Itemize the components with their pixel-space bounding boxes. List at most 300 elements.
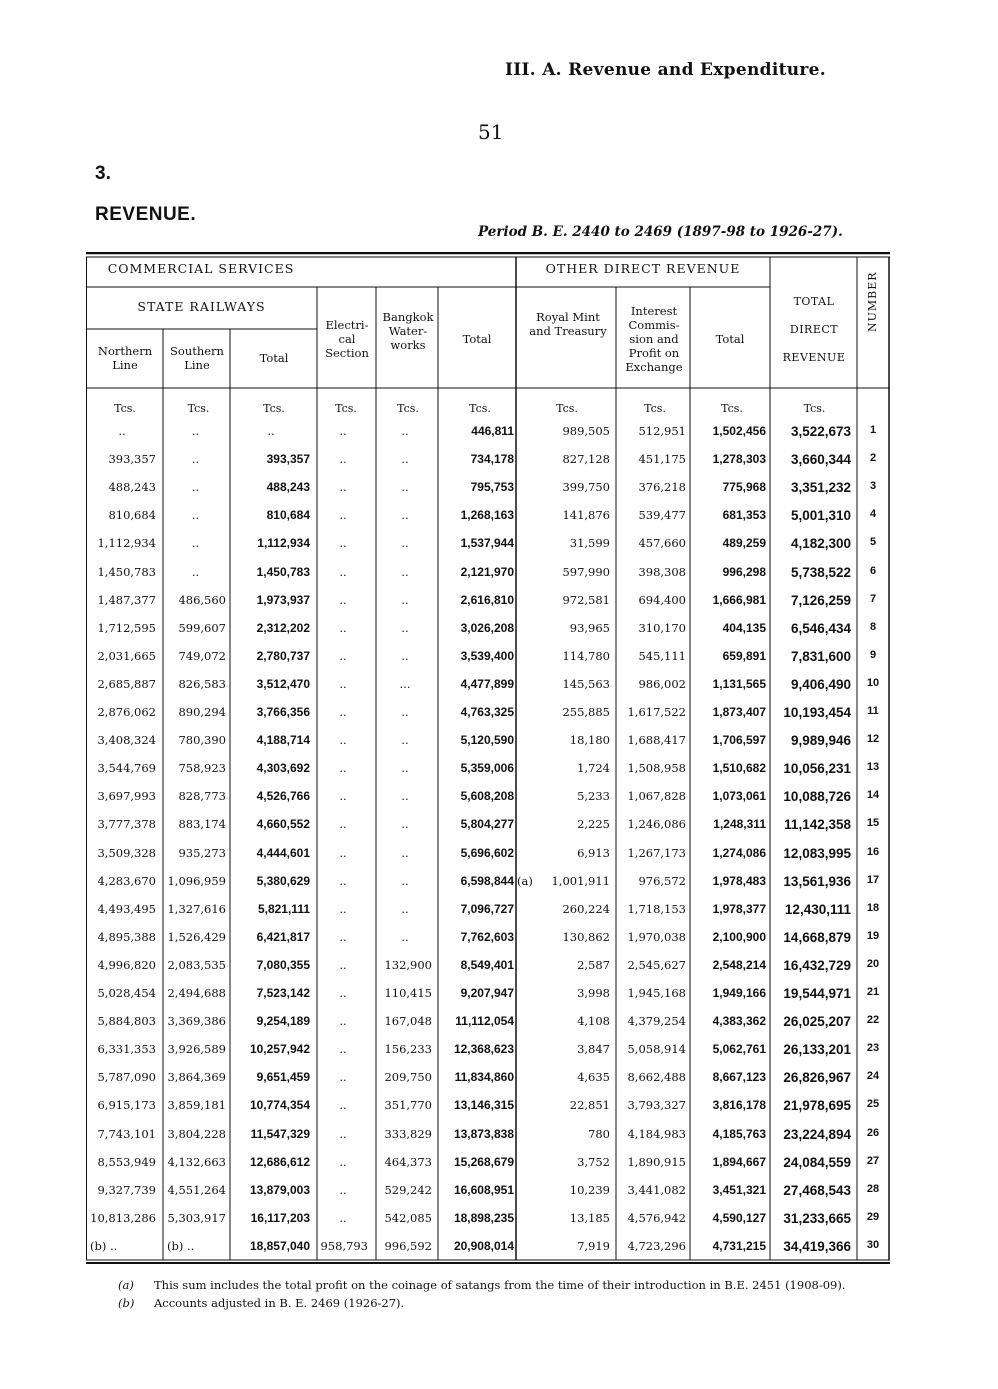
cell-other-total: 1,248,311 xyxy=(713,817,766,832)
cell-other-total: 1,274,086 xyxy=(712,845,766,860)
cell-railways-total: 13,879,003 xyxy=(249,1182,310,1197)
cell-interest-commission: 3,793,327 xyxy=(627,1098,686,1113)
cell-royal-mint: 3,752 xyxy=(577,1154,610,1169)
cell-southern-line: 883,174 xyxy=(178,817,226,832)
cell-royal-mint: 972,581 xyxy=(562,592,610,607)
cell-railways-total: 2,312,202 xyxy=(256,620,310,635)
cell-southern-line: 890,294 xyxy=(178,705,226,719)
cell-other-total: 659,891 xyxy=(722,648,766,663)
cell-total-direct-revenue: 10,056,231 xyxy=(783,761,851,777)
unit-northern-line: Tcs. xyxy=(114,402,136,415)
header-royal-mint: Royal Mint and Treasury xyxy=(529,310,607,338)
cell-northern-line: 6,915,173 xyxy=(97,1098,156,1113)
cell-total-direct-revenue: 31,233,665 xyxy=(783,1210,851,1226)
cell-commercial-total: 13,146,315 xyxy=(453,1098,514,1113)
cell-northern-line: 5,884,803 xyxy=(97,1014,156,1029)
cell-interest-commission: 310,170 xyxy=(638,620,686,635)
cell-railways-total: 2,780,737 xyxy=(256,648,310,663)
cell-northern-line: 4,895,388 xyxy=(97,929,156,944)
cell-railways-total: 393,357 xyxy=(266,452,310,467)
header-electrical-section: Electri- cal Section xyxy=(325,318,369,360)
cell-northern-line: 3,408,324 xyxy=(97,733,156,748)
cell-row-number: 19 xyxy=(866,929,880,942)
cell-royal-mint: 399,750 xyxy=(562,480,610,495)
cell-interest-commission: 1,508,958 xyxy=(627,761,686,776)
cell-bangkok-waterworks: .. xyxy=(401,789,409,804)
cell-bangkok-waterworks: 333,829 xyxy=(384,1126,432,1141)
cell-interest-commission: 5,058,914 xyxy=(627,1042,686,1057)
cell-row-number: 22 xyxy=(866,1014,880,1027)
cell-royal-mint: 597,990 xyxy=(562,564,610,579)
cell-bangkok-waterworks: .. xyxy=(401,648,409,663)
header-state-railways: STATE RAILWAYS xyxy=(137,299,266,314)
cell-row-number: 18 xyxy=(866,901,880,914)
cell-southern-line: 4,551,264 xyxy=(167,1182,226,1197)
cell-other-total: 404,135 xyxy=(722,620,766,635)
cell-royal-mint: 1,724 xyxy=(577,761,610,776)
cell-bangkok-waterworks: .. xyxy=(401,452,409,467)
cell-electrical-section: .. xyxy=(339,1042,347,1057)
cell-commercial-total: 5,804,277 xyxy=(460,817,514,832)
cell-commercial-total: 2,121,970 xyxy=(460,564,514,579)
cell-interest-commission: 451,175 xyxy=(638,452,686,467)
cell-row-number: 26 xyxy=(866,1126,880,1139)
cell-northern-line: 4,493,495 xyxy=(97,901,156,916)
cell-railways-total: 9,651,459 xyxy=(256,1070,310,1085)
cell-electrical-section: .. xyxy=(339,508,347,523)
revenue-table xyxy=(86,252,890,1264)
cell-electrical-section: .. xyxy=(339,452,347,467)
cell-railways-total: 12,686,612 xyxy=(249,1154,310,1169)
cell-northern-line: 2,031,665 xyxy=(97,648,156,663)
cell-electrical-section: .. xyxy=(339,845,347,860)
cell-other-total: 1,873,407 xyxy=(712,705,766,719)
cell-total-direct-revenue: 13,561,936 xyxy=(783,873,851,889)
cell-interest-commission: 976,572 xyxy=(638,873,686,888)
cell-southern-line: .. xyxy=(191,508,200,523)
cell-railways-total: 3,512,470 xyxy=(256,676,310,691)
cell-commercial-total: 18,898,235 xyxy=(453,1210,514,1225)
cell-interest-commission: 545,111 xyxy=(638,648,686,663)
cell-royal-mint: 4,108 xyxy=(577,1014,610,1029)
header-southern-line: Southern Line xyxy=(170,344,224,372)
cell-southern-line: 749,072 xyxy=(178,648,226,663)
cell-commercial-total: 7,096,727 xyxy=(460,901,514,916)
cell-southern-line: 3,804,228 xyxy=(167,1126,226,1141)
cell-electrical-section: .. xyxy=(339,1070,347,1085)
cell-royal-mint: 4,635 xyxy=(577,1070,610,1085)
cell-other-total: 1,706,597 xyxy=(712,733,766,748)
cell-commercial-total: 4,477,899 xyxy=(460,676,514,691)
cell-royal-mint: 6,913 xyxy=(577,845,610,860)
cell-interest-commission: 1,970,038 xyxy=(627,929,686,944)
cell-railways-total: 5,821,111 xyxy=(257,901,310,916)
cell-other-total: 1,666,981 xyxy=(712,592,766,607)
cell-bangkok-waterworks: 132,900 xyxy=(384,957,432,972)
cell-total-direct-revenue: 23,224,894 xyxy=(783,1126,851,1142)
cell-interest-commission: 694,400 xyxy=(638,592,686,607)
cell-commercial-total: 5,120,590 xyxy=(460,733,514,748)
cell-bangkok-waterworks: .. xyxy=(401,480,409,495)
cell-other-total: 1,978,483 xyxy=(712,873,766,888)
cell-commercial-total: 4,763,325 xyxy=(460,705,514,719)
cell-southern-line: 599,607 xyxy=(178,620,226,635)
cell-electrical-section: .. xyxy=(339,592,347,607)
cell-southern-line: .. xyxy=(191,536,200,551)
cell-row-number: 27 xyxy=(866,1154,880,1167)
cell-interest-commission: 512,951 xyxy=(638,424,686,438)
cell-bangkok-waterworks: ... xyxy=(399,676,411,691)
cell-row-number: 12 xyxy=(866,733,880,746)
cell-other-total: 1,894,667 xyxy=(712,1154,766,1169)
cell-electrical-section: .. xyxy=(339,1210,347,1225)
cell-commercial-total: 20,908,014 xyxy=(453,1238,514,1253)
cell-railways-total: 7,523,142 xyxy=(256,986,310,1000)
cell-bangkok-waterworks: .. xyxy=(401,845,409,860)
cell-electrical-section: .. xyxy=(339,536,347,551)
unit-southern-line: Tcs. xyxy=(187,402,210,415)
cell-northern-line: 5,787,090 xyxy=(97,1070,156,1085)
cell-bangkok-waterworks: .. xyxy=(401,733,409,748)
cell-other-total: 4,590,127 xyxy=(712,1210,766,1225)
cell-northern-line: 3,777,378 xyxy=(97,817,156,832)
cell-bangkok-waterworks: 542,085 xyxy=(384,1210,432,1225)
cell-interest-commission: 4,379,254 xyxy=(627,1014,686,1029)
cell-electrical-section: .. xyxy=(339,424,347,438)
cell-northern-line: 488,243 xyxy=(108,480,156,495)
cell-interest-commission: 4,723,296 xyxy=(627,1238,686,1253)
header-northern-line: Northern Line xyxy=(97,344,153,372)
cell-bangkok-waterworks: 209,750 xyxy=(384,1070,432,1085)
cell-electrical-section: .. xyxy=(339,1098,347,1113)
cell-commercial-total: 3,539,400 xyxy=(460,648,514,663)
cell-other-total: 4,383,362 xyxy=(712,1014,766,1029)
cell-bangkok-waterworks: .. xyxy=(401,817,409,832)
cell-royal-mint: 1,001,911 xyxy=(551,873,610,888)
cell-interest-commission: 2,545,627 xyxy=(627,957,686,972)
document-header: III. A. Revenue and Expenditure. xyxy=(505,60,826,80)
cell-royal-mint: 827,128 xyxy=(562,452,610,467)
cell-southern-line: 1,096,959 xyxy=(167,873,226,888)
cell-interest-commission: 4,184,983 xyxy=(627,1126,686,1141)
cell-commercial-total: 9,207,947 xyxy=(460,986,514,1000)
cell-interest-commission: 457,660 xyxy=(638,536,686,551)
cell-interest-commission: 1,890,915 xyxy=(627,1154,686,1169)
cell-bangkok-waterworks: 167,048 xyxy=(384,1014,432,1029)
cell-row-number: 25 xyxy=(866,1098,880,1111)
footnote-a: (a) This sum includes the total profit on the coinage of satangs from the time of their introduction in B.E. 2451 (1908-09). xyxy=(118,1278,846,1292)
cell-total-direct-revenue: 5,001,310 xyxy=(790,508,851,524)
cell-northern-line: 4,283,670 xyxy=(97,873,156,888)
cell-commercial-total: 11,112,054 xyxy=(455,1014,514,1029)
cell-other-total: 2,100,900 xyxy=(712,929,766,944)
cell-interest-commission: 1,718,153 xyxy=(627,901,686,916)
cell-electrical-section: .. xyxy=(339,1154,347,1169)
cell-northern-line: 810,684 xyxy=(108,508,156,523)
cell-southern-line: 780,390 xyxy=(178,733,226,748)
cell-northern-line: (b) .. xyxy=(90,1238,118,1253)
cell-northern-line: 6,331,353 xyxy=(97,1042,156,1057)
cell-electrical-section: .. xyxy=(339,789,347,804)
cell-southern-line: 3,369,386 xyxy=(167,1014,226,1029)
cell-electrical-section: .. xyxy=(339,986,347,1000)
cell-royal-mint: 260,224 xyxy=(562,901,610,916)
cell-southern-line: .. xyxy=(191,480,200,495)
cell-royal-mint: 13,185 xyxy=(569,1210,610,1225)
cell-other-total: 1,978,377 xyxy=(712,901,766,916)
cell-interest-commission: 1,067,828 xyxy=(627,789,686,804)
cell-interest-commission: 1,246,086 xyxy=(627,817,686,832)
cell-railways-total: 9,254,189 xyxy=(256,1014,310,1029)
footnotes xyxy=(118,1276,846,1312)
cell-row-number: 6 xyxy=(869,564,877,577)
cell-bangkok-waterworks: .. xyxy=(401,564,409,579)
cell-southern-line: 3,926,589 xyxy=(167,1042,226,1057)
cell-railways-total: 4,188,714 xyxy=(256,733,310,748)
cell-electrical-section: .. xyxy=(339,676,347,691)
cell-electrical-section: 958,793 xyxy=(320,1238,368,1253)
cell-total-direct-revenue: 9,406,490 xyxy=(790,676,851,692)
cell-northern-line: 3,697,993 xyxy=(97,789,156,804)
cell-railways-total: 4,526,766 xyxy=(256,789,310,804)
cell-northern-line: 2,876,062 xyxy=(97,705,156,719)
cell-row-number: 13 xyxy=(866,761,880,774)
cell-other-total: 1,278,303 xyxy=(712,452,766,467)
cell-royal-mint: 3,998 xyxy=(577,986,610,1000)
cell-southern-line: .. xyxy=(191,564,200,579)
cell-interest-commission: 1,267,173 xyxy=(627,845,686,860)
cell-row-number: 23 xyxy=(866,1042,880,1055)
cell-royal-mint: 3,847 xyxy=(577,1042,610,1057)
cell-commercial-total: 5,696,602 xyxy=(460,845,514,860)
cell-southern-line: 3,864,369 xyxy=(167,1070,226,1085)
cell-royal-mint: 114,780 xyxy=(562,648,610,663)
cell-bangkok-waterworks: .. xyxy=(401,761,409,776)
cell-railways-total: 7,080,355 xyxy=(256,957,310,972)
cell-railways-total: 810,684 xyxy=(266,508,310,523)
cell-other-total: 681,353 xyxy=(722,508,766,523)
footnote-b: (b) Accounts adjusted in B. E. 2469 (1926-27). xyxy=(118,1296,405,1310)
cell-commercial-total: 3,026,208 xyxy=(460,620,514,635)
cell-northern-line: 8,553,949 xyxy=(97,1154,156,1169)
cell-total-direct-revenue: 9,989,946 xyxy=(790,733,851,749)
cell-northern-line: 10,813,286 xyxy=(90,1210,156,1225)
cell-commercial-total: 8,549,401 xyxy=(460,957,514,972)
cell-row-number: 14 xyxy=(866,789,880,802)
cell-interest-commission: 1,945,168 xyxy=(627,986,686,1000)
cell-total-direct-revenue: 10,193,454 xyxy=(783,705,851,720)
cell-commercial-total: 734,178 xyxy=(470,452,514,467)
cell-bangkok-waterworks: .. xyxy=(401,929,409,944)
header-number: NUMBER xyxy=(866,271,879,332)
cell-railways-total: 18,857,040 xyxy=(249,1238,310,1253)
cell-other-total: 775,968 xyxy=(722,480,766,495)
cell-southern-line: 828,773 xyxy=(178,789,226,804)
header-commercial-total: Total xyxy=(462,332,492,346)
section-title: REVENUE. xyxy=(95,204,197,225)
cell-railways-total: 5,380,629 xyxy=(256,873,310,888)
cell-electrical-section: .. xyxy=(339,1014,347,1029)
cell-interest-commission: 1,617,522 xyxy=(627,705,686,719)
cell-northern-line: 1,487,377 xyxy=(97,592,156,607)
cell-railways-total: 4,444,601 xyxy=(256,845,310,860)
cell-interest-commission: 539,477 xyxy=(638,508,686,523)
cell-railways-total: 1,973,937 xyxy=(256,592,310,607)
cell-other-total: 1,949,166 xyxy=(712,986,766,1000)
cell-railways-total: 3,766,356 xyxy=(256,705,310,719)
cell-other-total: 489,259 xyxy=(722,536,766,551)
cell-bangkok-waterworks: 464,373 xyxy=(384,1154,432,1169)
cell-commercial-total: 12,368,623 xyxy=(453,1042,514,1057)
header-bangkok-waterworks: Bangkok Water- works xyxy=(382,310,434,352)
cell-bangkok-waterworks: 996,592 xyxy=(384,1238,432,1253)
unit-royal-mint: Tcs. xyxy=(556,402,578,415)
cell-bangkok-waterworks: 529,242 xyxy=(384,1182,432,1197)
cell-row-number: 11 xyxy=(867,705,879,717)
cell-electrical-section: .. xyxy=(339,564,347,579)
cell-row-number: 30 xyxy=(866,1238,880,1251)
cell-interest-commission: 1,688,417 xyxy=(627,733,686,748)
cell-row-number: 8 xyxy=(869,620,877,633)
cell-other-total: 996,298 xyxy=(722,564,766,579)
cell-northern-line: 393,357 xyxy=(108,452,156,467)
cell-bangkok-waterworks: .. xyxy=(401,536,409,551)
cell-commercial-total: 7,762,603 xyxy=(460,929,514,944)
cell-commercial-total: 15,268,679 xyxy=(453,1154,514,1169)
cell-total-direct-revenue: 11,142,358 xyxy=(784,817,851,833)
cell-electrical-section: .. xyxy=(339,873,347,888)
cell-row-number: 1 xyxy=(869,424,877,436)
cell-total-direct-revenue: 26,025,207 xyxy=(783,1014,851,1030)
cell-total-direct-revenue: 5,738,522 xyxy=(790,564,851,580)
cell-interest-commission: 3,441,082 xyxy=(627,1182,686,1197)
cell-commercial-total: 5,359,006 xyxy=(460,761,514,776)
cell-bangkok-waterworks: .. xyxy=(401,592,409,607)
cell-total-direct-revenue: 3,660,344 xyxy=(790,452,851,468)
header-railways-total: Total xyxy=(259,351,289,365)
header-commercial-services: COMMERCIAL SERVICES xyxy=(107,261,295,276)
header-other-total: Total xyxy=(715,332,745,346)
cell-royal-mint: 780 xyxy=(588,1126,610,1141)
cell-electrical-section: .. xyxy=(339,929,347,944)
unit-interest-commission: Tcs. xyxy=(644,402,666,415)
cell-row-number: 4 xyxy=(869,508,877,521)
cell-bangkok-waterworks: .. xyxy=(401,873,409,888)
unit-railways-total: Tcs. xyxy=(263,402,285,415)
unit-commercial-total: Tcs. xyxy=(469,402,491,415)
unit-bangkok-waterworks: Tcs. xyxy=(397,402,419,415)
cell-royal-mint: 145,563 xyxy=(562,676,610,691)
cell-other-total: 3,816,178 xyxy=(712,1098,766,1113)
cell-railways-total: 488,243 xyxy=(266,480,310,495)
cell-total-direct-revenue: 19,544,971 xyxy=(783,986,851,1001)
cell-total-direct-revenue: 26,133,201 xyxy=(783,1042,851,1058)
cell-interest-commission: 8,662,488 xyxy=(627,1070,686,1085)
cell-commercial-total: 16,608,951 xyxy=(453,1182,514,1197)
cell-railways-total: 1,112,934 xyxy=(257,536,310,551)
cell-total-direct-revenue: 21,978,695 xyxy=(783,1098,851,1114)
cell-bangkok-waterworks: .. xyxy=(401,901,409,916)
cell-other-total: 4,731,215 xyxy=(712,1238,766,1253)
cell-southern-line: 2,083,535 xyxy=(167,957,226,972)
cell-total-direct-revenue: 26,826,967 xyxy=(783,1070,851,1086)
unit-electrical-section: Tcs. xyxy=(335,402,357,415)
cell-southern-line: 1,526,429 xyxy=(167,929,226,944)
cell-total-direct-revenue: 14,668,879 xyxy=(783,929,851,945)
cell-row-number: 17 xyxy=(866,873,880,886)
cell-southern-line: 5,303,917 xyxy=(167,1210,226,1225)
cell-other-total: 2,548,214 xyxy=(712,957,766,972)
page-number: 51 xyxy=(478,120,504,144)
cell-commercial-total: 5,608,208 xyxy=(460,789,514,804)
cell-electrical-section: .. xyxy=(339,901,347,916)
cell-northern-line: 1,712,595 xyxy=(97,620,156,635)
cell-southern-line: 4,132,663 xyxy=(167,1154,226,1169)
cell-royal-mint: 93,965 xyxy=(569,620,610,635)
cell-electrical-section: .. xyxy=(339,957,347,972)
cell-northern-line: 5,028,454 xyxy=(97,986,156,1000)
cell-railways-total: 4,303,692 xyxy=(256,761,310,776)
unit-total-direct-revenue: Tcs. xyxy=(803,402,826,415)
cell-row-number: 5 xyxy=(869,536,877,549)
cell-royal-mint: 989,505 xyxy=(562,424,610,438)
cell-electrical-section: .. xyxy=(339,480,347,495)
cell-total-direct-revenue: 3,351,232 xyxy=(790,480,851,496)
cell-electrical-section: .. xyxy=(339,733,347,748)
cell-royal-mint: 10,239 xyxy=(569,1182,610,1197)
cell-northern-line: 2,685,887 xyxy=(97,676,156,691)
cell-bangkok-waterworks: 351,770 xyxy=(384,1098,432,1113)
cell-royal-mint: 2,225 xyxy=(577,817,610,832)
cell-electrical-section: .. xyxy=(339,620,347,635)
cell-commercial-total: 795,753 xyxy=(470,480,514,495)
header-total-direct-revenue: TOTAL DIRECT REVENUE xyxy=(782,295,846,364)
cell-southern-line: 935,273 xyxy=(178,845,226,860)
cell-royal-mint: 18,180 xyxy=(569,733,610,748)
cell-row-number: 2 xyxy=(869,452,877,465)
cell-commercial-total: 11,834,860 xyxy=(454,1070,514,1085)
cell-northern-line: 4,996,820 xyxy=(97,957,156,972)
cell-railways-total: 1,450,783 xyxy=(256,564,310,579)
cell-southern-line: 3,859,181 xyxy=(167,1098,226,1113)
cell-commercial-total: 446,811 xyxy=(471,424,514,438)
cell-row-number: 7 xyxy=(869,592,877,605)
cell-northern-line: 3,509,328 xyxy=(97,845,156,860)
cell-royal-mint: 5,233 xyxy=(577,789,610,804)
cell-total-direct-revenue: 10,088,726 xyxy=(783,789,851,805)
cell-total-direct-revenue: 4,182,300 xyxy=(790,536,851,552)
cell-railways-total: 10,257,942 xyxy=(249,1042,310,1057)
cell-total-direct-revenue: 34,419,366 xyxy=(783,1238,851,1254)
cell-electrical-section: .. xyxy=(339,817,347,832)
cell-other-total: 1,502,456 xyxy=(712,424,766,438)
cell-railways-total: 10,774,354 xyxy=(249,1098,310,1113)
cell-row-number: 3 xyxy=(869,480,877,493)
cell-southern-line: 1,327,616 xyxy=(167,901,226,916)
cell-total-direct-revenue: 7,831,600 xyxy=(790,648,851,664)
cell-other-total: 1,073,061 xyxy=(712,789,766,804)
cell-railways-total: 11,547,329 xyxy=(250,1126,310,1141)
cell-northern-line: 9,327,739 xyxy=(97,1182,156,1197)
cell-railways-total: 16,117,203 xyxy=(250,1210,310,1225)
cell-railways-total: 4,660,552 xyxy=(256,817,310,832)
period-caption: Period B. E. 2440 to 2469 (1897-98 to 1926-27). xyxy=(478,224,843,240)
cell-other-total: 4,185,763 xyxy=(712,1126,766,1141)
cell-total-direct-revenue: 27,468,543 xyxy=(783,1182,851,1198)
cell-footnote-marker: (a) xyxy=(517,873,533,888)
cell-other-total: 1,510,682 xyxy=(712,761,766,776)
cell-railways-total: 6,421,817 xyxy=(256,929,310,944)
